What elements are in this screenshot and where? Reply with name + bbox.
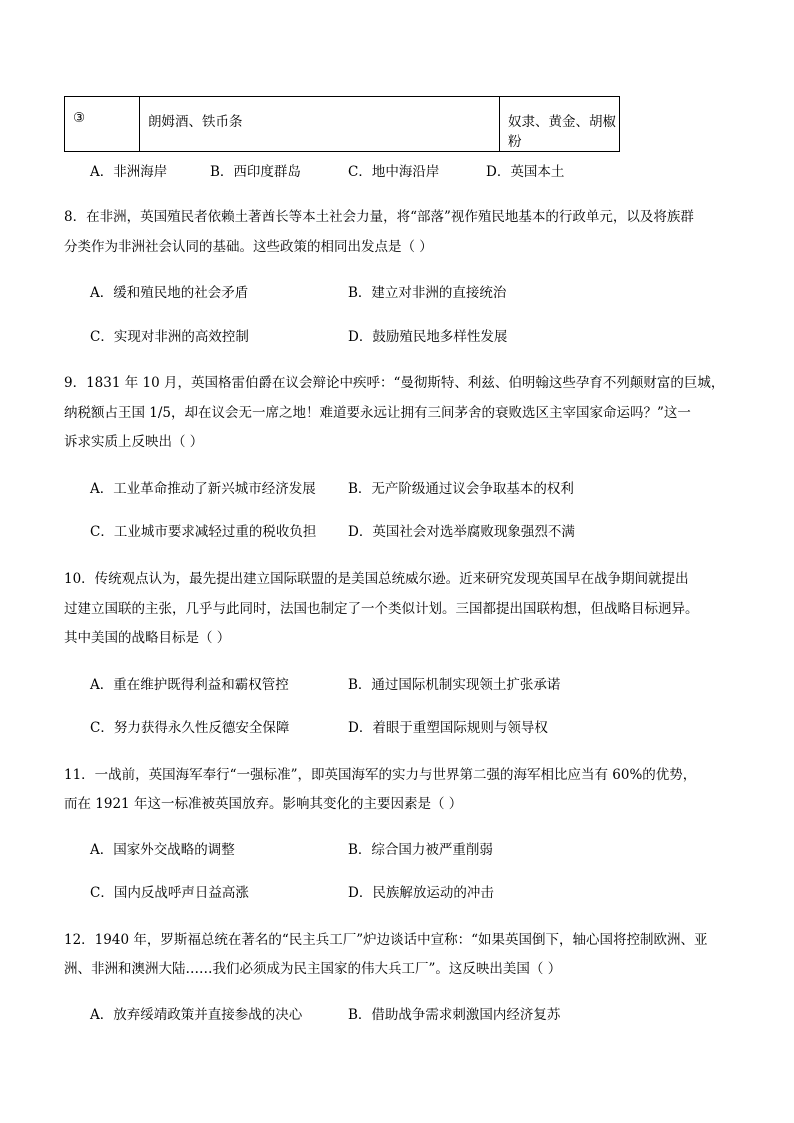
table-cell-goods-return: 奴隶、黄金、胡椒粉 <box>508 114 616 150</box>
q9-stem-line-3: 诉求实质上反映出（ ） <box>64 434 204 450</box>
q11-option-b: B．综合国力被严重削弱 <box>348 842 493 858</box>
q8-option-c: C．实现对非洲的高效控制 <box>90 329 249 345</box>
q10-option-d: D．着眼于重塑国际规则与领导权 <box>348 720 548 736</box>
q7-option-d: D．英国本土 <box>486 164 565 180</box>
q10-stem-line-1: 10．传统观点认为，最先提出建立国际联盟的是美国总统威尔逊。近来研究发现英国早在战争期间就提出 <box>64 571 689 587</box>
q8-stem-line-1: 8．在非洲，英国殖民者依赖土著酋长等本土社会力量，将“部落”视作殖民地基本的行政单元，以及将族群 <box>64 209 694 225</box>
q7-option-b: B．西印度群岛 <box>210 164 301 180</box>
q9-stem-line-2: 纳税额占王国 1/5，却在议会无一席之地！难道要永远让拥有三间茅舍的衰败选区主宰国家命运吗？”这一 <box>64 405 691 421</box>
q11-option-d: D．民族解放运动的冲击 <box>348 885 494 901</box>
q11-option-a: A．国家外交战略的调整 <box>90 842 235 858</box>
table-cell-number: ③ <box>65 97 140 151</box>
q10-stem-line-2: 过建立国联的主张，几乎与此同时，法国也制定了一个类似计划。三国都提出国联构想，但战略目标迥异。 <box>64 601 699 617</box>
q12-option-a: A．放弃绥靖政策并直接参战的决心 <box>90 1007 303 1023</box>
q9-option-b: B．无产阶级通过议会争取基本的权利 <box>348 481 574 497</box>
q8-option-b: B．建立对非洲的直接统治 <box>348 285 507 301</box>
q9-option-c: C．工业城市要求减轻过重的税收负担 <box>90 524 317 540</box>
q8-stem-line-2: 分类作为非洲社会认同的基础。这些政策的相同出发点是（ ） <box>64 239 433 255</box>
q10-option-c: C．努力获得永久性反德安全保障 <box>90 720 290 736</box>
q9-option-d: D．英国社会对选举腐败现象强烈不满 <box>348 524 575 540</box>
q8-option-d: D．鼓励殖民地多样性发展 <box>348 329 508 345</box>
q7-option-a: A．非洲海岸 <box>90 164 168 180</box>
q8-option-a: A．缓和殖民地的社会矛盾 <box>90 285 249 301</box>
goods-table-row <box>64 96 620 152</box>
q11-stem-line-2: 而在 1921 年这一标准被英国放弃。影响其变化的主要因素是（ ） <box>64 796 463 812</box>
q9-stem-line-1: 9．1831 年 10 月，英国格雷伯爵在议会辩论中疾呼：“曼彻斯特、利兹、伯明翰这些孕育不列颠财富的巨城， <box>64 375 725 391</box>
q10-option-b: B．通过国际机制实现领土扩张承诺 <box>348 677 561 693</box>
q12-stem-line-2: 洲、非洲和澳洲大陆……我们必须成为民主国家的伟大兵工厂”。这反映出美国（ ） <box>64 961 562 977</box>
q7-option-c: C．地中海沿岸 <box>348 164 440 180</box>
q11-stem-line-1: 11．一战前，英国海军奉行“一强标准”，即英国海军的实力与世界第二强的海军相比应当有 60%的优势， <box>64 767 697 783</box>
q9-option-a: A．工业革命推动了新兴城市经济发展 <box>90 481 316 497</box>
q11-option-c: C．国内反战呼声日益高涨 <box>90 885 249 901</box>
q12-option-b: B．借助战争需求刺激国内经济复苏 <box>348 1007 561 1023</box>
q10-stem-line-3: 其中美国的战略目标是（ ） <box>64 630 231 646</box>
q12-stem-line-1: 12．1940 年，罗斯福总统在著名的“民主兵工厂”炉边谈话中宣称：“如果英国倒下，轴心国将控制欧洲、亚 <box>64 932 708 948</box>
table-cell-goods: 朗姆酒、铁币条 <box>140 97 500 151</box>
q10-option-a: A．重在维护既得利益和霸权管控 <box>90 677 289 693</box>
